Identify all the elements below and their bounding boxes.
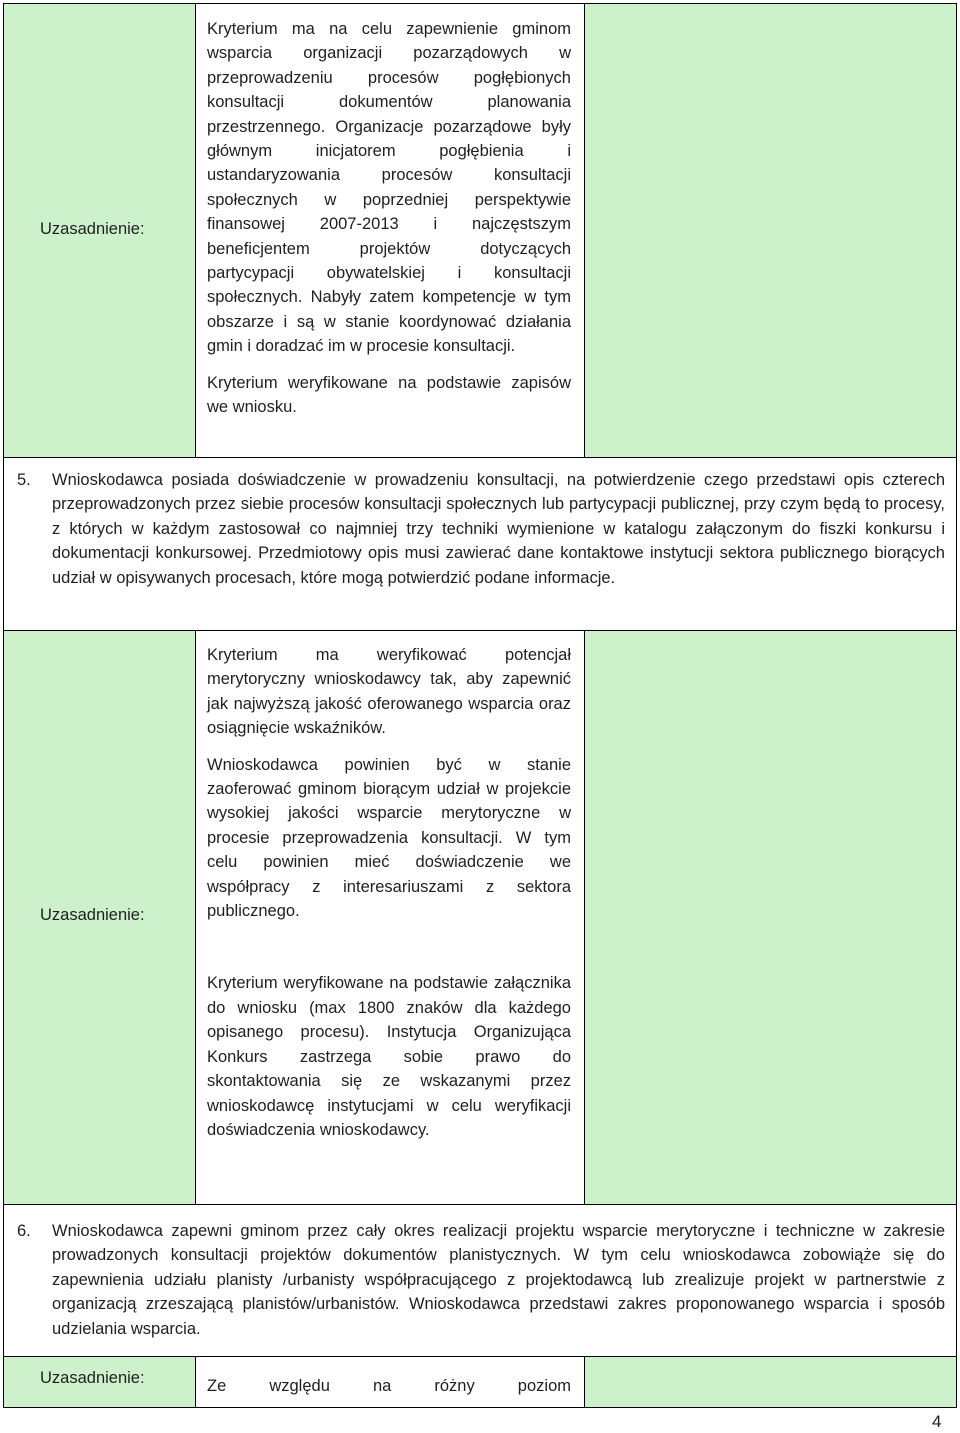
criterion-text: Wnioskodawca zapewni gminom przez cały okres realizacji projektu wsparcie merytoryczne i techniczne w zakresie prowadzonych konsultacji projektów dokumentów planistycznych. W tym celu wnioskodawca zobowiąże się do zapewnienia udziału planisty /urbanisty współpracującego z projektodawcą lub zrealizuje projekt w partnerstwie z organizacją zrzeszającą planistów/urbanistów. Wnioskodawca przedstawi zakres proponowanego wsparcia i sposób udzielania wsparcia. [52,1222,945,1338]
criterion-text: Wnioskodawca posiada doświadczenie w prowadzeniu konsultacji, na potwierdzenie czego przedstawi opis czterech przeprowadzonych przez siebie procesów konsultacji społecznych lub partycypacji publicznej, przy czym będą to procesy, z których w każdym zastosował co najmniej trzy techniki wymienione w katalogu załączonym do fiszki konkursu i dokumentacji konkursowej. Przedmiotowy opis musi zawierać dane kontaktowe instytucji sektora publicznego biorących udział w opisywanych procesach, które mogą potwierdzić podane informacje. [52,471,945,587]
page-number: 4 [932,1412,942,1431]
justification-text-3: Ze względu na różny poziom [207,1377,571,1395]
empty-cell-1 [584,3,957,458]
criterion-number: 5. [17,471,31,489]
justification-text-2 [207,643,571,1142]
paragraph: Kryterium weryfikowane na podstawie zapisów we wniosku. [207,373,571,417]
justification-label: Uzasadnienie: [40,1369,145,1387]
justification-text-1 [207,17,571,420]
criterion-5 [17,468,945,590]
justification-label: Uzasadnienie: [40,906,145,924]
criterion-6 [17,1219,945,1341]
paragraph: Kryterium ma weryfikować potencjał merytoryczny wnioskodawcy tak, aby zapewnić jak najwyższą jakość oferowanego wsparcia oraz osiągnięcie wskaźników. [207,646,571,738]
paragraph: Wnioskodawca powinien być w stanie zaoferować gminom biorącym udział w projekcie wysokiej jakości wsparcie merytoryczne w procesie przeprowadzenia konsultacji. W tym celu powinien mieć doświadczenie we współpracy z interesariuszami z sektora publicznego. [207,755,571,921]
paragraph: Kryterium ma na celu zapewnienie gminom wsparcia organizacji pozarządowych w przeprowadzeniu procesów pogłębionych konsultacji dokumentów planowania przestrzennego. Organizacje pozarządowe były głównym inicjatorem pogłębienia i ustandaryzowania procesów konsultacji społecznych w poprzedniej perspektywie finansowej 2007-2013 i najczęstszym beneficjentem projektów dotyczących partycypacji obywatelskiej i konsultacji społecznych. Nabyły zatem kompetencje w tym obszarze i są w stanie koordynować działania gmin i doradzać im w procesie konsultacji. [207,20,571,356]
empty-cell-3 [584,1356,957,1408]
criterion-number: 6. [17,1222,31,1240]
empty-cell-2 [584,630,957,1205]
justification-label: Uzasadnienie: [40,220,145,238]
paragraph: Kryterium weryfikowane na podstawie załącznika do wniosku (max 1800 znaków dla każdego opisanego procesu). Instytucja Organizująca Konkurs zastrzega sobie prawo do skontaktowania się ze wskazanymi przez wnioskodawcę instytucjami w celu weryfikacji doświadczenia wnioskodawcy. [207,974,571,1139]
